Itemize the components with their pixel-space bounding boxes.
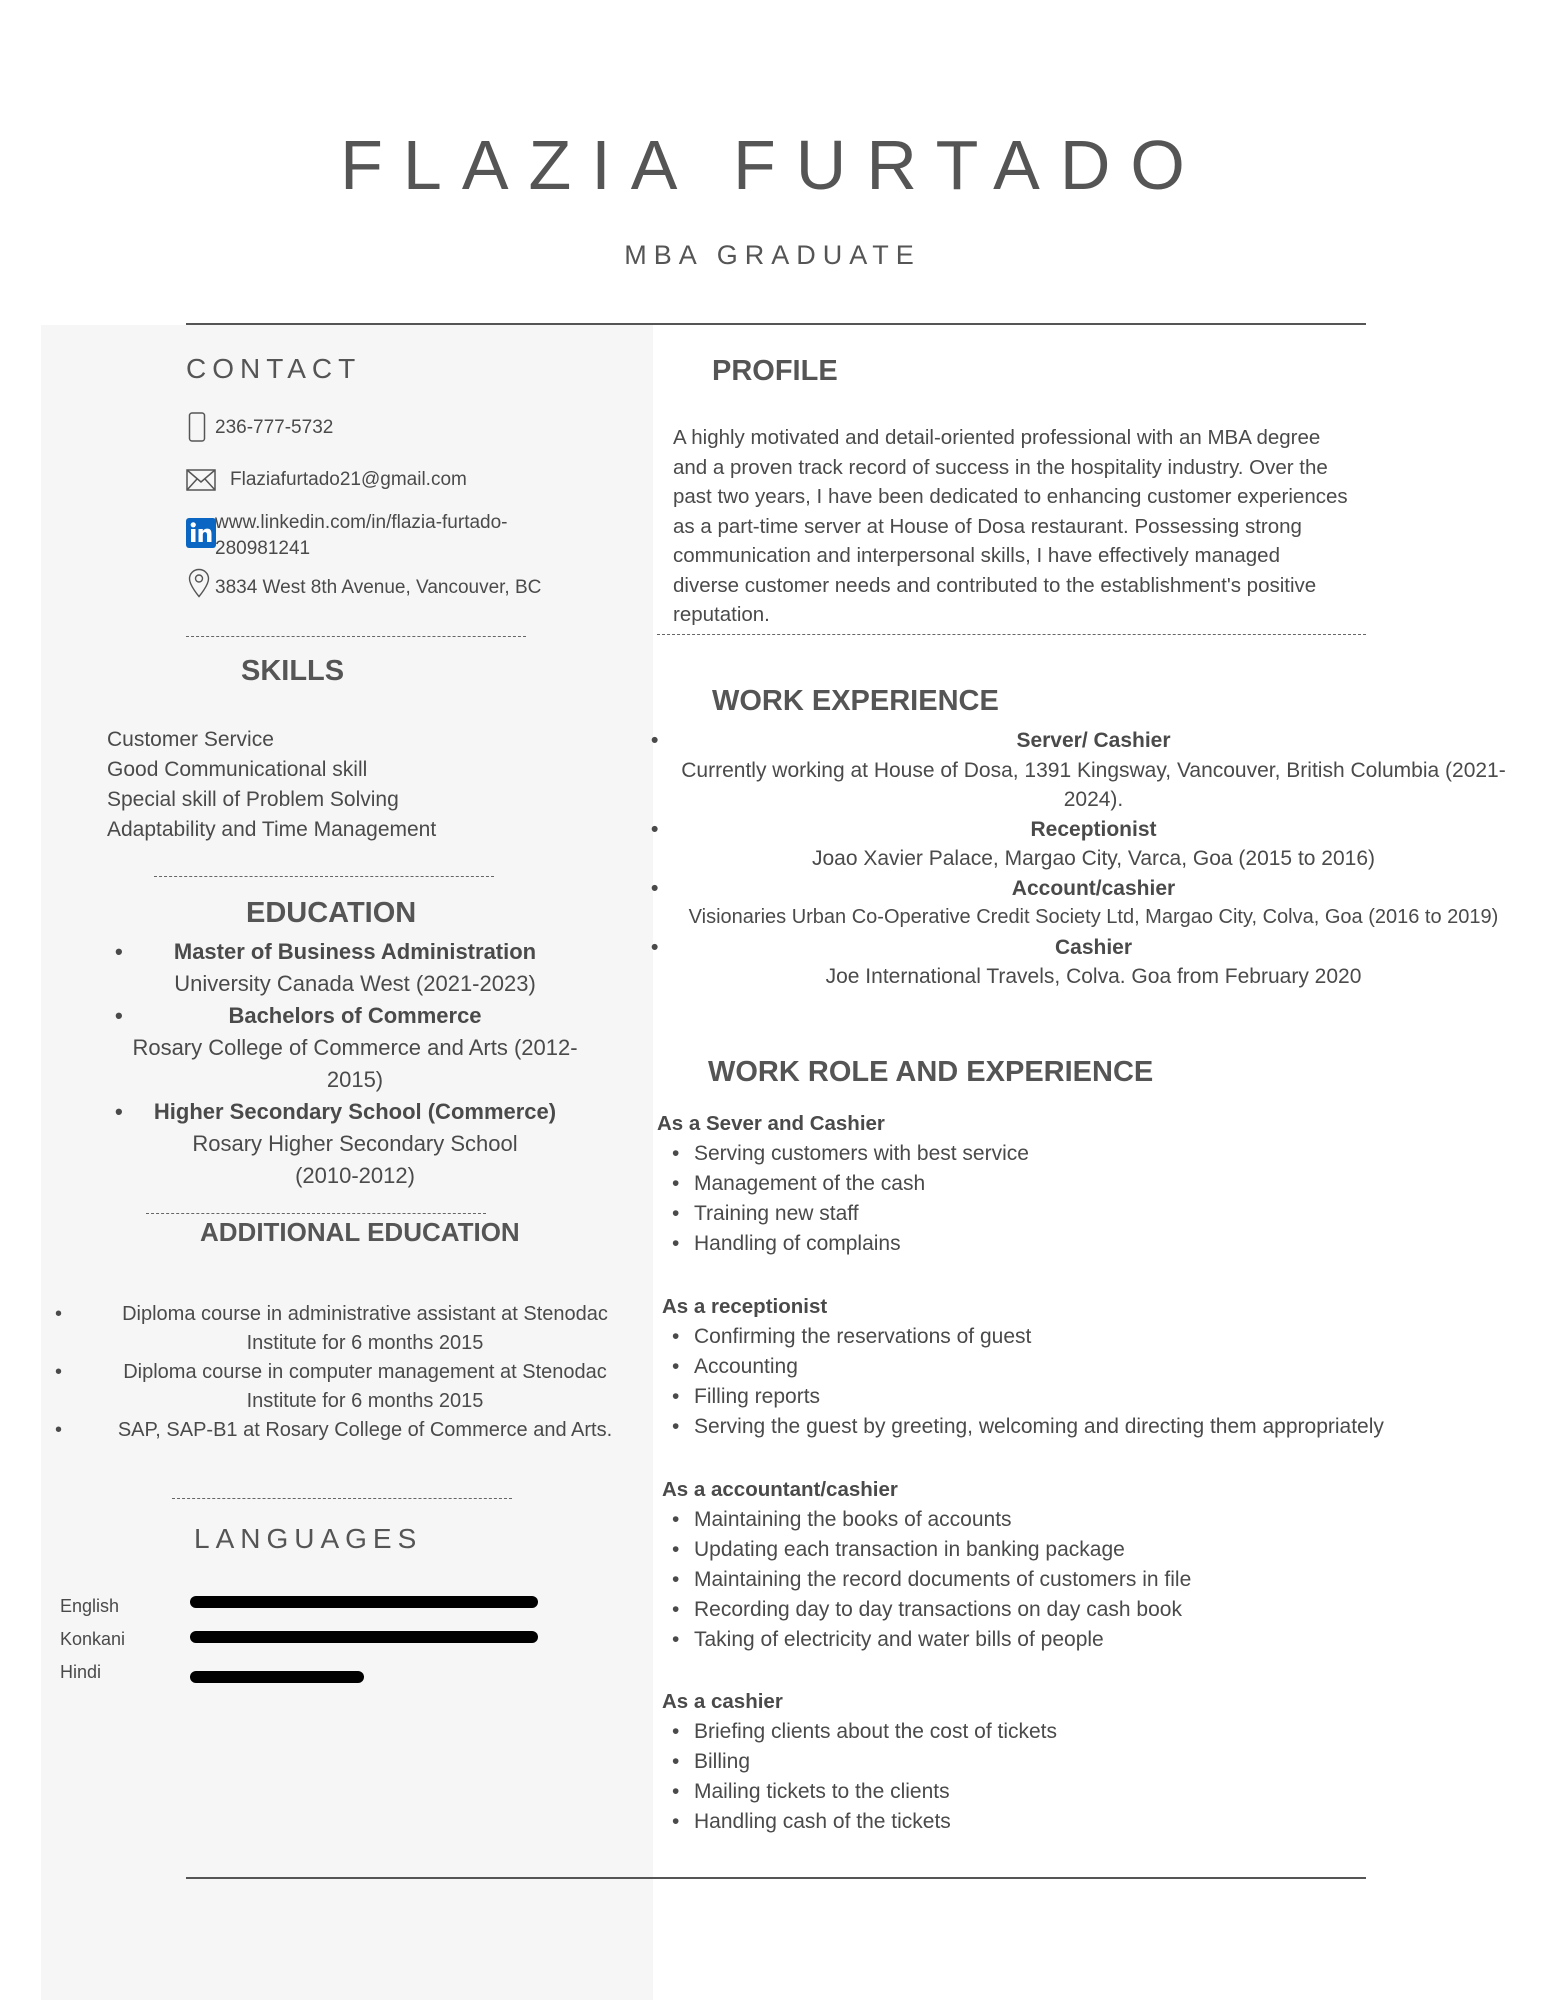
profile-divider	[657, 634, 1366, 635]
additional-education-line: • Diploma course in administrative assistant at Stenodac	[122, 1303, 608, 1325]
job-role: • Server/ Cashier	[650, 726, 1537, 756]
work-experience-heading: WORK EXPERIENCE	[712, 685, 999, 717]
additional-education-heading: ADDITIONAL EDUCATION	[200, 1217, 520, 1247]
additional-education-list	[55, 1300, 640, 1445]
duty-item: • Maintaining the books of accounts	[694, 1505, 1191, 1535]
job-role: • Cashier	[650, 933, 1537, 963]
profile-line: communication and interpersonal skills, I have effectively managed	[673, 544, 1280, 567]
skills-divider	[154, 876, 494, 877]
education-degree: • Higher Secondary School (Commerce)	[95, 1096, 615, 1128]
duty-item: • Updating each transaction in banking package	[694, 1535, 1191, 1565]
role-section-title: As a accountant/cashier	[662, 1478, 898, 1501]
mail-icon	[186, 469, 216, 496]
duty-item: • Confirming the reservations of guest	[694, 1322, 1384, 1352]
duty-item: • Serving the guest by greeting, welcoming and directing them appropriately	[694, 1412, 1384, 1442]
duty-item: • Briefing clients about the cost of tickets	[694, 1717, 1057, 1747]
education-heading: EDUCATION	[246, 897, 417, 929]
contact-phone[interactable]: 236-777-5732	[215, 417, 334, 438]
role-section-title: As a receptionist	[662, 1295, 828, 1318]
language-name: English	[60, 1596, 120, 1616]
work-experience-list	[650, 726, 1537, 992]
duty-item: • Billing	[694, 1747, 1057, 1777]
contact-divider	[186, 636, 526, 637]
language-name: Konkani	[60, 1629, 126, 1649]
education-divider	[146, 1213, 486, 1214]
contact-address: 3834 West 8th Avenue, Vancouver, BC	[215, 577, 542, 598]
language-level-bar	[190, 1631, 538, 1643]
duty-item: • Recording day to day transactions on day cash book	[694, 1595, 1191, 1625]
job-role: • Receptionist	[650, 815, 1537, 845]
profile-line: past two years, I have been dedicated to enhancing customer experiences	[673, 485, 1348, 508]
duty-item: • Maintaining the record documents of customers in file	[694, 1565, 1191, 1595]
profile-line: reputation.	[673, 603, 770, 626]
linkedin-url-line2: 280981241	[215, 538, 311, 559]
skill-item: Good Communicational skill	[107, 758, 368, 781]
education-institution: (2010-2012)	[295, 1163, 415, 1188]
job-role: • Account/cashier	[650, 874, 1537, 904]
duty-item: • Training new staff	[694, 1199, 1029, 1229]
role-duties-list	[694, 1139, 1029, 1259]
role-section-title: As a Sever and Cashier	[657, 1112, 885, 1135]
additional-education-item	[55, 1416, 640, 1445]
skill-item: Adaptability and Time Management	[107, 818, 437, 841]
profile-heading: PROFILE	[712, 355, 838, 387]
additional-education-line: Institute for 6 months 2015	[246, 1390, 484, 1412]
linkedin-icon[interactable]	[186, 518, 216, 553]
skill-item: Special skill of Problem Solving	[107, 788, 399, 811]
education-institution: Rosary College of Commerce and Arts (2012-	[132, 1035, 578, 1060]
education-institution: University Canada West (2021-2023)	[174, 971, 536, 996]
additional-education-divider	[172, 1498, 512, 1499]
profile-line: diverse customer needs and contributed to the establishment's positive	[673, 573, 1317, 597]
job-detail: Joe International Travels, Colva. Goa from February 2020	[825, 965, 1362, 988]
contact-heading: CONTACT	[186, 353, 362, 384]
candidate-name: FLAZIA FURTADO	[340, 126, 1205, 204]
duty-item: • Taking of electricity and water bills of people	[694, 1625, 1191, 1655]
education-institution: 2015)	[326, 1067, 384, 1092]
duty-item: • Handling cash of the tickets	[694, 1807, 1057, 1837]
work-roles-heading: WORK ROLE AND EXPERIENCE	[708, 1056, 1154, 1088]
education-institution: Rosary Higher Secondary School	[192, 1131, 518, 1156]
education-list	[95, 936, 615, 1192]
top-divider	[186, 323, 1366, 325]
education-degree: • Bachelors of Commerce	[95, 1000, 615, 1032]
education-degree: • Master of Business Administration	[95, 936, 615, 968]
duty-item: • Mailing tickets to the clients	[694, 1777, 1057, 1807]
language-level-bar	[190, 1596, 538, 1608]
skills-list	[107, 725, 436, 845]
role-duties-list	[694, 1322, 1384, 1442]
duty-item: • Management of the cash	[694, 1169, 1029, 1199]
location-pin-icon	[188, 568, 210, 603]
duty-item: • Accounting	[694, 1352, 1384, 1382]
additional-education-line: Institute for 6 months 2015	[246, 1332, 484, 1354]
profile-line: A highly motivated and detail-oriented professional with an MBA degree	[673, 426, 1321, 449]
additional-education-item	[55, 1358, 640, 1416]
job-detail: Currently working at House of Dosa, 1391 Kingsway, Vancouver, British Columbia (2021-	[681, 758, 1506, 782]
additional-education-line: • Diploma course in computer management at Stenodac	[123, 1361, 607, 1383]
duty-item: • Handling of complains	[694, 1229, 1029, 1259]
role-duties-list	[694, 1505, 1191, 1655]
linkedin-url-line1: www.linkedin.com/in/flazia-furtado-	[215, 512, 508, 533]
additional-education-item	[55, 1300, 640, 1358]
job-detail: 2024).	[1063, 788, 1124, 811]
duty-item: • Serving customers with best service	[694, 1139, 1029, 1169]
contact-email[interactable]: Flaziafurtado21@gmail.com	[230, 469, 467, 490]
language-name: Hindi	[60, 1662, 102, 1682]
job-detail: Joao Xavier Palace, Margao City, Varca, Goa (2015 to 2016)	[811, 847, 1376, 870]
role-duties-list	[694, 1717, 1057, 1837]
contact-linkedin[interactable]	[215, 510, 508, 562]
additional-education-line: • SAP, SAP-B1 at Rosary College of Commerce and Arts.	[117, 1419, 613, 1441]
language-level-bar	[190, 1671, 364, 1683]
profile-line: and a proven track record of success in the hospitality industry. Over the	[673, 455, 1328, 479]
bottom-divider	[186, 1877, 1366, 1879]
role-section-title: As a cashier	[662, 1690, 783, 1713]
phone-icon	[188, 412, 206, 447]
languages-heading: LANGUAGES	[194, 1523, 423, 1554]
profile-summary	[673, 423, 1413, 630]
profile-line: as a part-time server at House of Dosa restaurant. Possessing strong	[673, 514, 1302, 538]
duty-item: • Filling reports	[694, 1382, 1384, 1412]
skills-heading: SKILLS	[241, 655, 345, 687]
job-detail: Visionaries Urban Co-Operative Credit Society Ltd, Margao City, Colva, Goa (2016 to 2019)	[688, 906, 1499, 928]
candidate-title: MBA GRADUATE	[624, 240, 921, 270]
skill-item: Customer Service	[107, 728, 274, 751]
